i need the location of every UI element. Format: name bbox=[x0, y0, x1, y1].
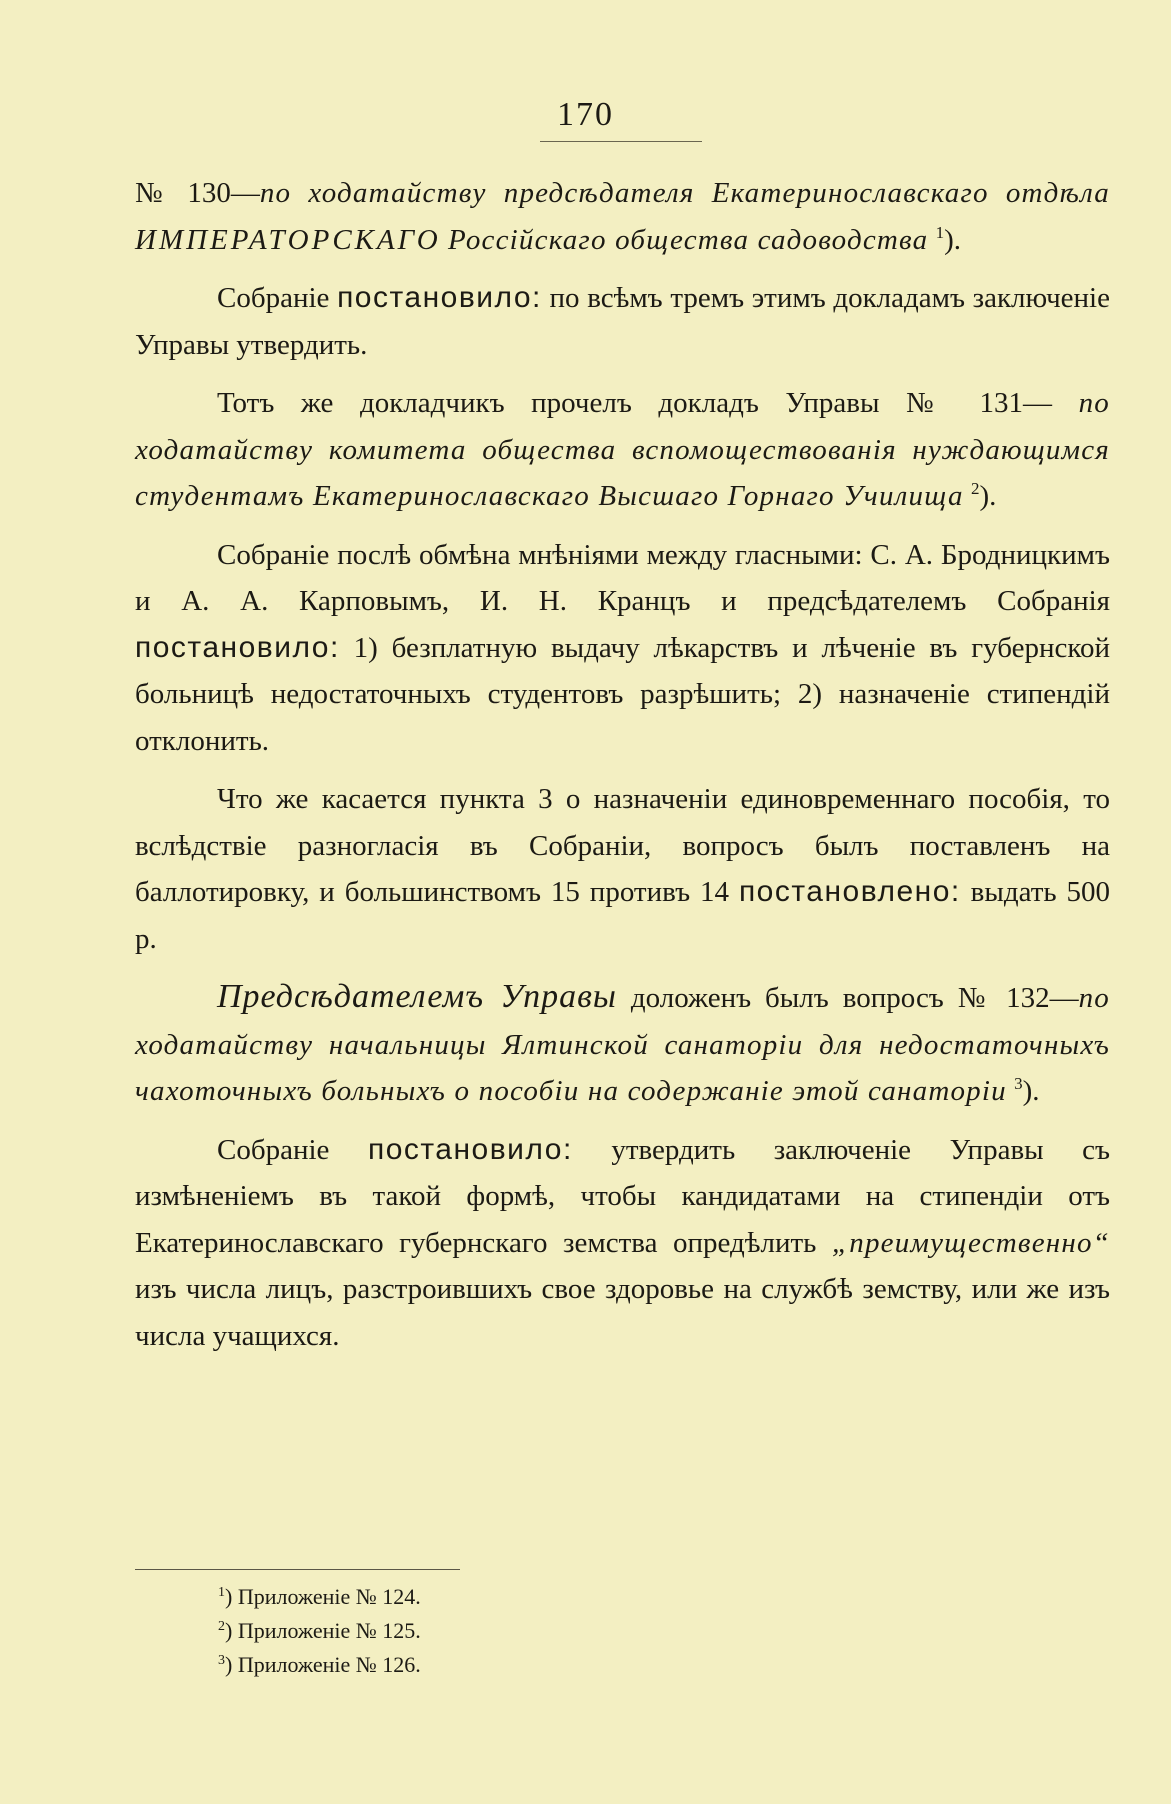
text-run: 1) безплатную выдачу лѣкарствъ и лѣченіе въ губернской больницѣ недостаточныхъ студентовъ разрѣшить; 2) назначеніе стипендій отклонить. bbox=[135, 631, 1110, 757]
resolution-keyword: постановило: bbox=[337, 281, 542, 314]
text-run: Тотъ же докладчикъ прочелъ докладъ Управы № 131— bbox=[217, 387, 1053, 419]
text-run: Собраніе bbox=[217, 282, 330, 314]
footnote-rule bbox=[135, 1569, 460, 1570]
footnote-ref: 3 bbox=[1014, 1074, 1023, 1093]
footnote-ref: 1 bbox=[935, 222, 945, 242]
paragraph-resolution-1 bbox=[135, 275, 1110, 368]
text-run: доложенъ былъ вопросъ № 132— bbox=[630, 982, 1079, 1014]
text-run: Что же касается пункта 3 о назначеніи единовременнаго пособія, то вслѣдствіе разногласія въ Собраніи, вопросъ былъ поставленъ на баллотировку, и большинствомъ 15 противъ 14 bbox=[135, 783, 1110, 908]
text-run: по всѣмъ тремъ этимъ докладамъ заключеніе Управы утвердить. bbox=[135, 282, 1110, 361]
footnote-text: ) Приложеніе № 124. bbox=[225, 1584, 421, 1609]
footnote-number: 3 bbox=[218, 1653, 225, 1668]
text-run: Собраніе bbox=[217, 1133, 330, 1166]
footnote-text: ) Приложеніе № 125. bbox=[225, 1618, 421, 1643]
italic-text: по ходатайству предсѣдателя Екатеринославскаго отдѣла bbox=[259, 177, 1110, 209]
punctuation: ). bbox=[944, 223, 962, 256]
paragraph-131 bbox=[135, 380, 1110, 520]
main-text bbox=[135, 170, 1110, 1359]
footnote-2 bbox=[218, 1614, 421, 1648]
italic-text: по ходатайству начальницы Ялтинской санаторіи для недостаточныхъ чахоточныхъ больныхъ о пособіи на содержаніе этой санаторіи bbox=[135, 982, 1110, 1107]
quoted-italic: „преимущественно“ bbox=[831, 1226, 1110, 1259]
footnote-number: 2 bbox=[218, 1619, 225, 1634]
footnote-1 bbox=[218, 1580, 421, 1614]
italic-text: по ходатайству комитета общества вспомоществованія нуждающимся студентамъ Екатеринославскаго Высшаго Горнаго Училища bbox=[135, 387, 1110, 512]
paragraph-132 bbox=[135, 974, 1110, 1115]
italic-text: Россійскаго общества садоводства bbox=[447, 223, 929, 256]
footnote-number: 1 bbox=[218, 1585, 225, 1600]
footnotes bbox=[218, 1580, 421, 1682]
text-run: изъ числа лицъ, разстроившихъ свое здоровье на службѣ земству, или же изъ числа учащихся. bbox=[135, 1273, 1110, 1352]
footnote-ref: 2 bbox=[970, 479, 980, 498]
paragraph-ballot bbox=[135, 776, 1110, 962]
text-run: утвердить заключеніе Управы съ измѣненіемъ въ такой формѣ, чтобы кандидатами на стипендіи отъ Екатеринославскаго губернскаго земства опредѣлить bbox=[135, 1133, 1111, 1259]
imperial-caps: ИМПЕРАТОРСКАГО bbox=[135, 223, 441, 256]
page-number: 170 bbox=[557, 96, 614, 133]
text-run: выдать 500 р. bbox=[135, 876, 1111, 955]
resolution-keyword: постановило: bbox=[367, 1132, 573, 1166]
paragraph-resolution-2 bbox=[135, 532, 1110, 765]
text-run: Собраніе послѣ обмѣна мнѣніями между гласными: С. А. Бродницкимъ и А. А. Карповымъ, И. Н. Кранцъ и предсѣдателемъ Собранія bbox=[135, 538, 1110, 617]
footnote-3 bbox=[218, 1648, 421, 1682]
resolution-keyword: постановило: bbox=[135, 630, 340, 664]
footnote-text: ) Приложеніе № 126. bbox=[225, 1652, 421, 1677]
paragraph-resolution-3 bbox=[135, 1127, 1110, 1360]
resolution-keyword: постановлено: bbox=[738, 875, 961, 908]
punctuation: ). bbox=[979, 480, 997, 512]
header-rule bbox=[540, 141, 702, 142]
item-number: № 130— bbox=[135, 177, 260, 209]
paragraph-130 bbox=[135, 170, 1110, 263]
punctuation: ). bbox=[1022, 1075, 1040, 1107]
italic-lead: Предсѣдателемъ Управы bbox=[217, 978, 617, 1015]
